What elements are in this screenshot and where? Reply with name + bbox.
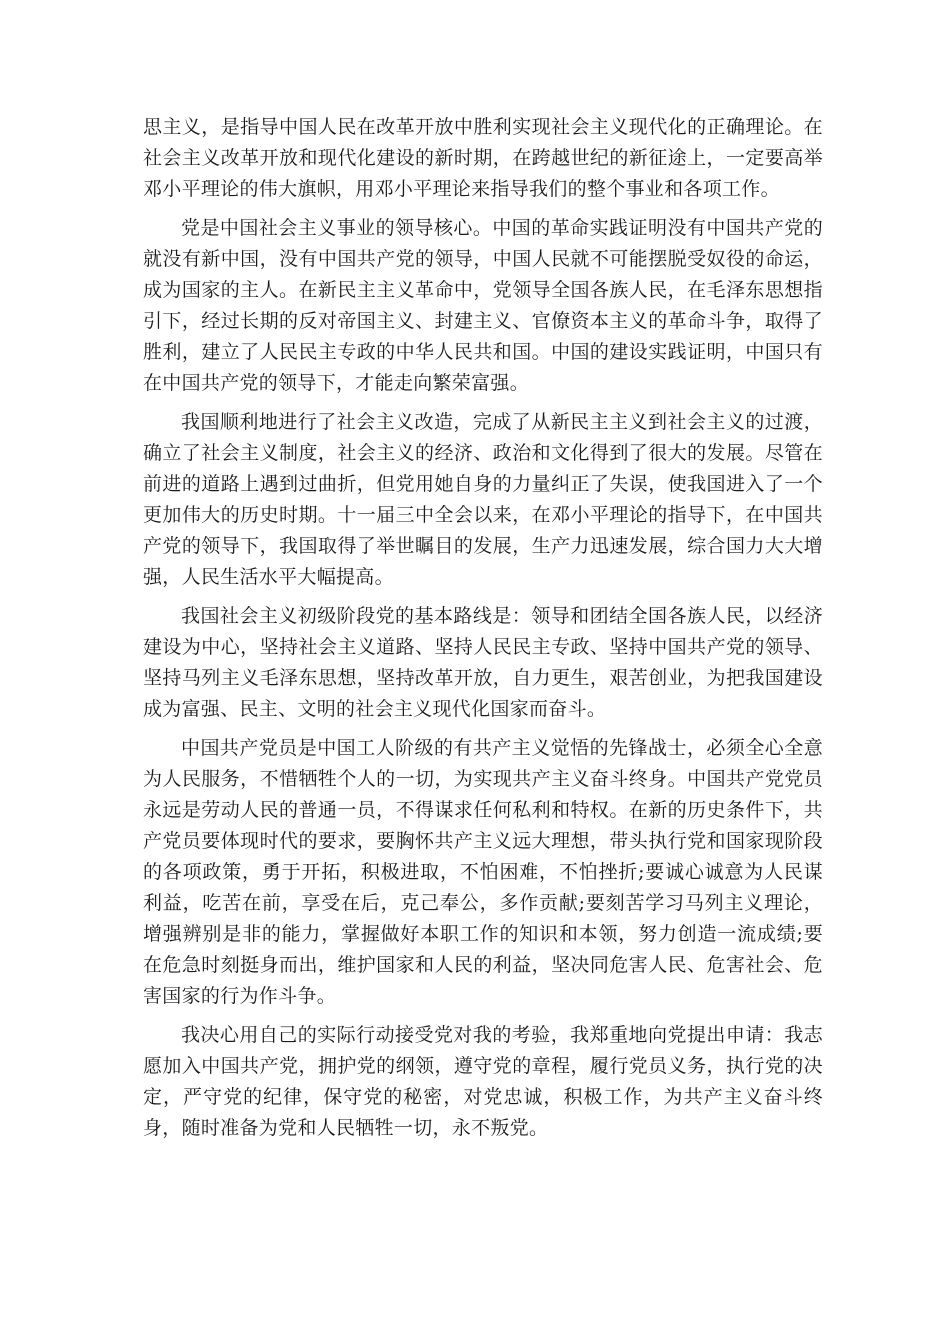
paragraph-2: 党是中国社会主义事业的领导核心。中国的革命实践证明没有中国共产党的就没有新中国，没有中国共产党的领导，中国人民就不可能摆脱受奴役的命运，成为国家的主人。在新民主主义革命中，党领导全国各族人民，在毛泽东思想指引下，经过长期的反对帝国主义、封建主义、官僚资本主义的革命斗争，取得了胜利，建立了人民民主专政的中华人民共和国。中国的建设实践证明，中国只有在中国共产党的领导下，才能走向繁荣富强。	[143, 217, 823, 394]
paragraph-4: 我国社会主义初级阶段党的基本路线是：领导和团结全国各族人民，以经济建设为中心，坚持社会主义道路、坚持人民民主专政、坚持中国共产党的领导、坚持马列主义毛泽东思想，坚持改革开放，自力更生，艰苦创业，为把我国建设成为富强、民主、文明的社会主义现代化国家而奋斗。	[143, 605, 823, 720]
paragraph-5: 中国共产党员是中国工人阶级的有共产主义觉悟的先锋战士，必须全心全意为人民服务，不惜牺牲个人的一切，为实现共产主义奋斗终身。中国共产党党员永远是劳动人民的普通一员，不得谋求任何私利和特权。在新的历史条件下，共产党员要体现时代的要求，要胸怀共产主义远大理想，带头执行党和国家现阶段的各项政策，勇于开拓，积极进取，不怕困难，不怕挫折;要诚心诚意为人民谋利益，吃苦在前，享受在后，克己奉公，多作贡献;要刻苦学习马列主义理论，增强辨别是非的能力，掌握做好本职工作的知识和本领，努力创造一流成绩;要在危急时刻挺身而出，维护国家和人民的利益，坚决同危害人民、危害社会、危害国家的行为作斗争。	[143, 737, 823, 1007]
paragraph-1: 思主义，是指导中国人民在改革开放中胜利实现社会主义现代化的正确理论。在社会主义改革开放和现代化建设的新时期，在跨越世纪的新征途上，一定要高举邓小平理论的伟大旗帜，用邓小平理论来指导我们的整个事业和各项工作。	[143, 116, 823, 200]
document-page	[143, 112, 823, 1152]
paragraph-6: 我决心用自己的实际行动接受党对我的考验，我郑重地向党提出申请：我志愿加入中国共产党，拥护党的纲领，遵守党的章程，履行党员义务，执行党的决定，严守党的纪律，保守党的秘密，对党忠诚，积极工作，为共产主义奋斗终身，随时准备为党和人民牺牲一切，永不叛党。	[143, 1024, 823, 1139]
paragraph-3: 我国顺利地进行了社会主义改造，完成了从新民主主义到社会主义的过渡，确立了社会主义制度，社会主义的经济、政治和文化得到了很大的发展。尽管在前进的道路上遇到过曲折，但党用她自身的力量纠正了失误，使我国进入了一个更加伟大的历史时期。十一届三中全会以来，在邓小平理论的指导下，在中国共产党的领导下，我国取得了举世瞩目的发展，生产力迅速发展，综合国力大大增强，人民生活水平大幅提高。	[143, 411, 823, 588]
